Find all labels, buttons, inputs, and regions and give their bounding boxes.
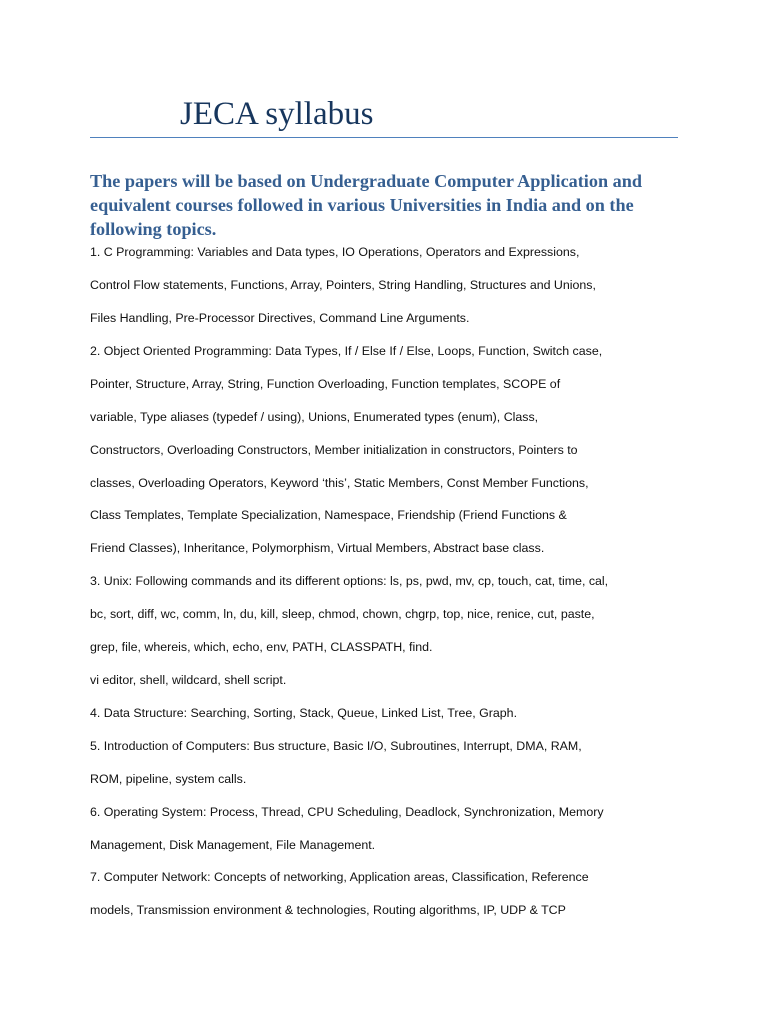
syllabus-line: Management, Disk Management, File Management. [90,838,376,852]
syllabus-line: 7. Computer Network: Concepts of networking, Application areas, Classification, Reference [90,870,589,884]
syllabus-line: classes, Overloading Operators, Keyword ‘this’, Static Members, Const Member Functions, [90,476,589,490]
syllabus-line: Constructors, Overloading Constructors, Member initialization in constructors, Pointers to [90,443,578,457]
syllabus-line: grep, file, whereis, which, echo, env, PATH, CLASSPATH, find. [90,640,433,654]
syllabus-line: ROM, pipeline, system calls. [90,772,247,786]
intro-heading: The papers will be based on Undergraduate Computer Application and equivalent courses followed in various Universities in India and on the following topics. [90,171,642,239]
syllabus-line: Class Templates, Template Specialization, Namespace, Friendship (Friend Functions & [90,508,567,522]
syllabus-line: 4. Data Structure: Searching, Sorting, Stack, Queue, Linked List, Tree, Graph. [90,706,518,720]
syllabus-line: vi editor, shell, wildcard, shell script. [90,673,287,687]
syllabus-line: variable, Type aliases (typedef / using), Unions, Enumerated types (enum), Class, [90,410,539,424]
syllabus-line: 1. C Programming: Variables and Data types, IO Operations, Operators and Expressions, [90,245,580,259]
syllabus-line: Pointer, Structure, Array, String, Function Overloading, Function templates, SCOPE of [90,377,561,391]
syllabus-line: Friend Classes), Inheritance, Polymorphism, Virtual Members, Abstract base class. [90,541,545,555]
syllabus-line: models, Transmission environment & technologies, Routing algorithms, IP, UDP & TCP [90,903,566,917]
syllabus-line: 6. Operating System: Process, Thread, CPU Scheduling, Deadlock, Synchronization, Memory [90,805,604,819]
syllabus-line: 2. Object Oriented Programming: Data Types, If / Else If / Else, Loops, Function, Switch case, [90,344,603,358]
syllabus-line: 3. Unix: Following commands and its different options: ls, ps, pwd, mv, cp, touch, cat, time, cal, [90,574,609,588]
syllabus-line: 5. Introduction of Computers: Bus structure, Basic I/O, Subroutines, Interrupt, DMA, RAM, [90,739,582,753]
title-underline-divider [90,137,678,138]
document-title: JECA syllabus [180,96,374,132]
syllabus-line: Control Flow statements, Functions, Array, Pointers, String Handling, Structures and Unions, [90,278,596,292]
syllabus-line: bc, sort, diff, wc, comm, ln, du, kill, sleep, chmod, chown, chgrp, top, nice, renice, cut, paste, [90,607,595,621]
syllabus-line: Files Handling, Pre-Processor Directives, Command Line Arguments. [90,311,470,325]
